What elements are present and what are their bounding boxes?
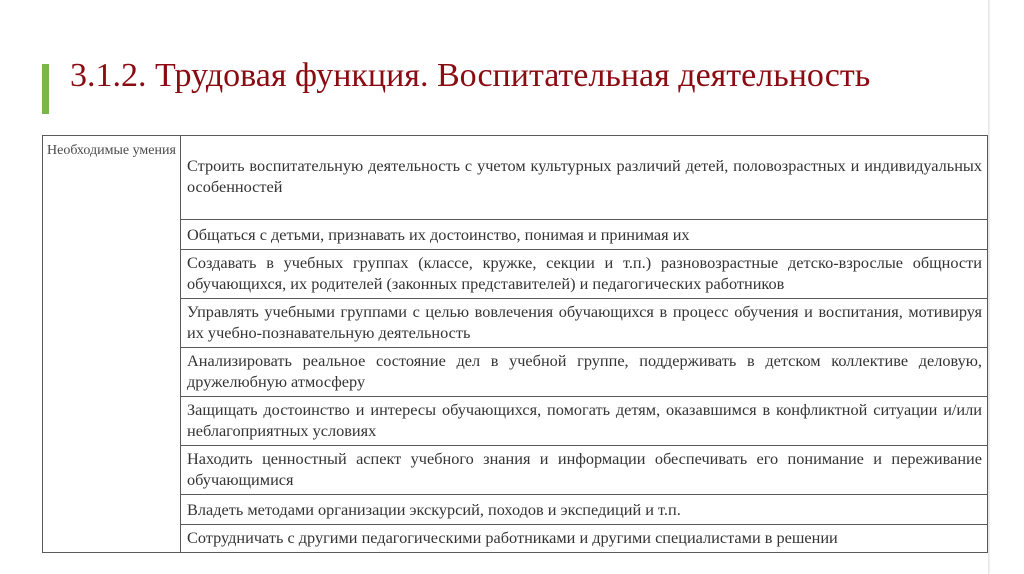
table-row (43, 299, 988, 348)
table-row (43, 446, 988, 495)
skill-item: Строить воспитательную деятельность с учетом культурных различий детей, половозрастных и индивидуальных особенностей (181, 136, 988, 220)
table-row (43, 136, 988, 220)
table-row (43, 348, 988, 397)
table-row (43, 250, 988, 299)
table-row (43, 397, 988, 446)
skill-item: Находить ценностный аспект учебного знания и информации обеспечивать его понимание и переживание обучающимися (181, 446, 988, 495)
skill-item: Управлять учебными группами с целью вовлечения обучающихся в процесс обучения и воспитания, мотивируя их учебно-познавательную деятельность (181, 299, 988, 348)
slide-right-edge (988, 0, 990, 574)
row-header-cell: Необходимые умения (43, 136, 181, 553)
skill-item: Защищать достоинство и интересы обучающихся, помогать детям, оказавшимся в конфликтной ситуации и/или неблагоприятных условиях (181, 397, 988, 446)
table-row (43, 525, 988, 553)
skill-item: Создавать в учебных группах (классе, кружке, секции и т.п.) разновозрастные детско-взрослые общности обучающихся, их родителей (законных представителей) и педагогических работников (181, 250, 988, 299)
skill-item: Сотрудничать с другими педагогическими работниками и другими специалистами в решении (181, 525, 988, 553)
table-row (43, 495, 988, 525)
slide-title: 3.1.2. Трудовая функция. Воспитательная деятельность (70, 57, 871, 94)
table-row (43, 220, 988, 250)
skill-item: Владеть методами организации экскурсий, походов и экспедиций и т.п. (181, 495, 988, 525)
skill-item: Общаться с детьми, признавать их достоинство, понимая и принимая их (181, 220, 988, 250)
title-accent-bar (42, 64, 49, 114)
skill-item: Анализировать реальное состояние дел в учебной группе, поддерживать в детском коллективе деловую, дружелюбную атмосферу (181, 348, 988, 397)
skills-table (42, 135, 988, 553)
